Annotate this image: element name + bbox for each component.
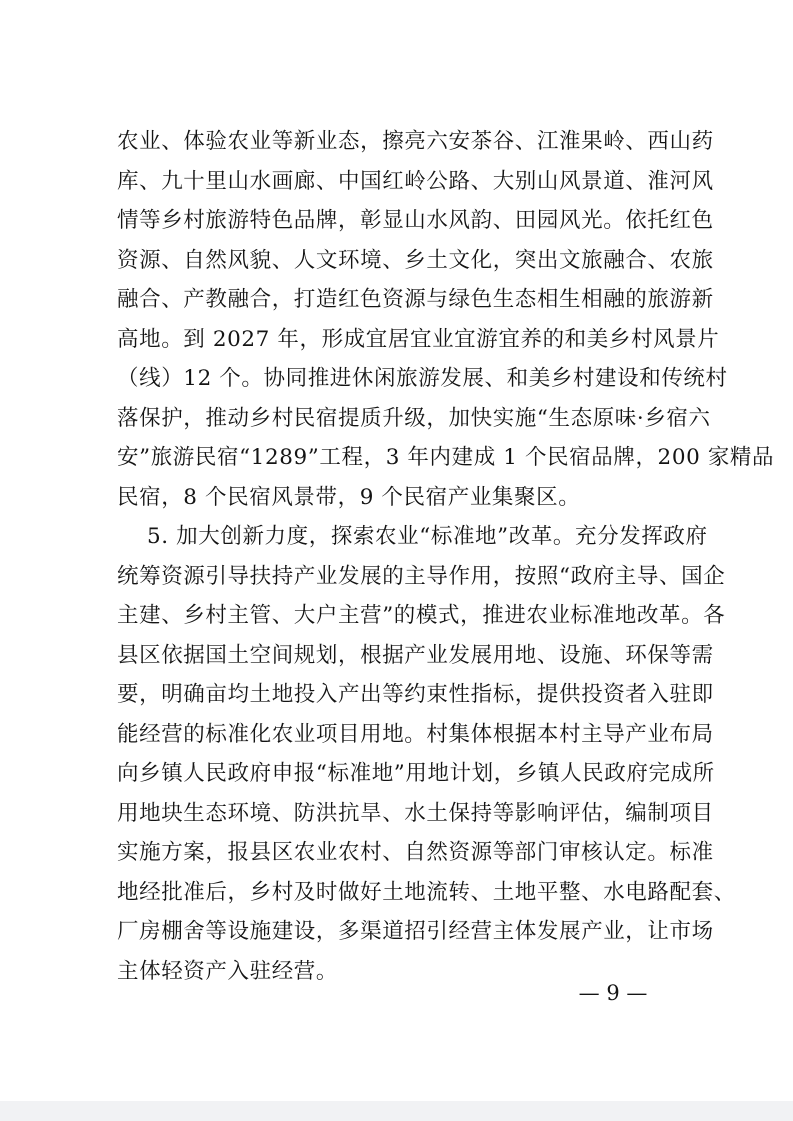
text-line-5: 融合、产教融合，打造红色资源与绿色生态相生相融的旅游新 bbox=[117, 287, 714, 312]
text-line-3: 情等乡村旅游特色品牌，彰显山水风韵、田园风光。依托红色 bbox=[117, 208, 714, 233]
text-line-4: 资源、自然风貌、人文环境、乡土文化，突出文旅融合、农旅 bbox=[117, 247, 714, 273]
text-line-9: 安”旅游民宿“1289”工程，3 年内建成 1 个民宿品牌，200 家精品 bbox=[117, 445, 775, 470]
text-line-18: 用地块生态环境、防洪抗旱、水土保持等影响评估，编制项目 bbox=[117, 800, 714, 826]
text-line-2: 库、九十里山水画廊、中国红岭公路、大别山风景道、淮河风 bbox=[117, 168, 714, 194]
text-line-7: （线）12 个。协同推进休闲旅游发展、和美乡村建设和传统村 bbox=[117, 366, 728, 391]
body-text bbox=[117, 122, 775, 991]
text-line-11: 5. 加大创新力度，探索农业“标准地”改革。充分发挥政府 bbox=[147, 524, 708, 549]
text-line-20: 地经批准后，乡村及时做好土地流转、土地平整、水电路配套、 bbox=[117, 879, 736, 905]
text-line-13: 主建、乡村主管、大户主营”的模式，推进农业标准地改革。各 bbox=[117, 603, 726, 628]
text-line-10: 民宿，8 个民宿风景带，9 个民宿产业集聚区。 bbox=[117, 484, 581, 510]
text-line-15: 要，明确亩均土地投入产出等约束性指标，提供投资者入驻即 bbox=[117, 682, 714, 707]
text-line-21: 厂房棚舍等设施建设，多渠道招引经营主体发展产业，让市场 bbox=[117, 919, 714, 944]
text-line-12: 统筹资源引导扶持产业发展的主导作用，按照“政府主导、国企 bbox=[117, 563, 726, 589]
text-line-6: 高地。到 2027 年，形成宜居宜业宜游宜养的和美乡村风景片 bbox=[117, 326, 720, 352]
text-line-1: 农业、体验农业等新业态，擦亮六安茶谷、江淮果岭、西山药 bbox=[117, 129, 714, 154]
text-line-22: 主体轻资产入驻经营。 bbox=[117, 958, 339, 984]
text-line-17: 向乡镇人民政府申报“标准地”用地计划，乡镇人民政府完成所 bbox=[117, 761, 715, 786]
page-number: — 9 — bbox=[578, 981, 648, 1005]
text-line-16: 能经营的标准化农业项目用地。村集体根据本村主导产业布局 bbox=[117, 721, 714, 747]
bottom-scan-edge bbox=[0, 1101, 793, 1121]
text-line-14: 县区依据国土空间规划，根据产业发展用地、设施、环保等需 bbox=[117, 642, 714, 668]
text-line-19: 实施方案，报县区农业农村、自然资源等部门审核认定。标准 bbox=[117, 840, 714, 865]
text-line-8: 落保护，推动乡村民宿提质升级，加快实施“生态原味·乡宿六 bbox=[117, 405, 711, 431]
